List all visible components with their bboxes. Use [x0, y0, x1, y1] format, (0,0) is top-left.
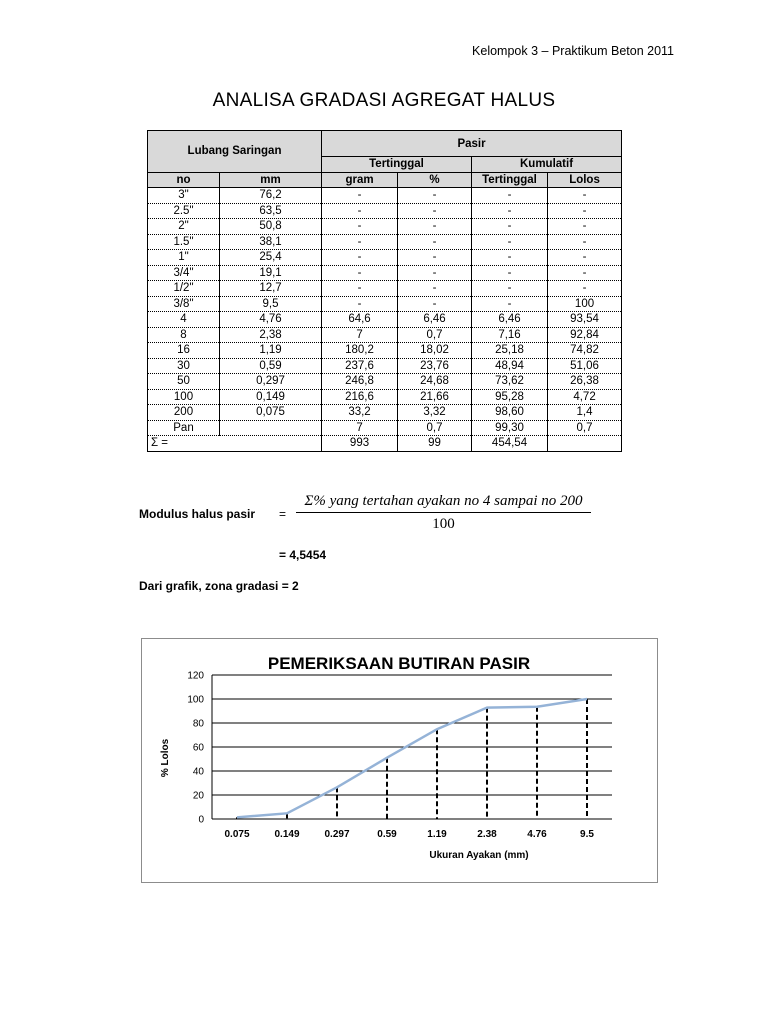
table-row: [148, 405, 622, 421]
table-cell: 93,54: [548, 312, 622, 328]
y-tick-label: 120: [187, 670, 204, 682]
table-cell: 3": [148, 188, 220, 204]
table-cell: -: [548, 203, 622, 219]
x-tick-label: 4.76: [527, 829, 547, 840]
table-cell: -: [548, 234, 622, 250]
table-cell: -: [548, 250, 622, 266]
table-cell: 6,46: [472, 312, 548, 328]
table-cell: 51,06: [548, 358, 622, 374]
col-no: no: [148, 172, 220, 188]
table-cell: -: [322, 281, 398, 297]
table-cell: -: [322, 188, 398, 204]
y-tick-label: 20: [192, 790, 204, 802]
gradation-table: [147, 130, 622, 452]
x-tick-label: 1.19: [427, 829, 447, 840]
table-cell: 216,6: [322, 389, 398, 405]
table-row: [148, 188, 622, 204]
table-cell: 98,60: [472, 405, 548, 421]
table-row: [148, 296, 622, 312]
formula-numerator: Σ% yang tertahan ayakan no 4 sampai no 200: [296, 493, 591, 513]
sum-cell: [548, 436, 622, 452]
table-cell: 12,7: [220, 281, 322, 297]
table-cell: -: [398, 265, 472, 281]
y-tick-label: 0: [198, 814, 204, 826]
table-cell: -: [322, 250, 398, 266]
col-gram: gram: [322, 172, 398, 188]
table-cell: 4: [148, 312, 220, 328]
table-cell: 3/4": [148, 265, 220, 281]
header-lubang-saringan: Lubang Saringan: [148, 131, 322, 173]
table-cell: 9,5: [220, 296, 322, 312]
table-cell: -: [548, 219, 622, 235]
table-cell: 180,2: [322, 343, 398, 359]
table-cell: 64,6: [322, 312, 398, 328]
table-cell: 200: [148, 405, 220, 421]
table-cell: -: [322, 265, 398, 281]
table-cell: -: [398, 250, 472, 266]
table-cell: 100: [148, 389, 220, 405]
table-cell: 8: [148, 327, 220, 343]
table-cell: 7,16: [472, 327, 548, 343]
table-cell: -: [398, 281, 472, 297]
chart-title: PEMERIKSAAN BUTIRAN PASIR: [267, 654, 531, 673]
table-cell: 3/8": [148, 296, 220, 312]
chart-container: [141, 638, 658, 883]
table-cell: -: [548, 265, 622, 281]
sum-cell: 993: [322, 436, 398, 452]
table-row: [148, 203, 622, 219]
table-cell: 63,5: [220, 203, 322, 219]
table-cell: 100: [548, 296, 622, 312]
table-cell: 0,7: [548, 420, 622, 436]
table-cell: -: [548, 188, 622, 204]
table-row: [148, 281, 622, 297]
table-cell: -: [472, 234, 548, 250]
table-cell: 48,94: [472, 358, 548, 374]
table-cell: 33,2: [322, 405, 398, 421]
table-cell: -: [472, 250, 548, 266]
table-cell: 7: [322, 420, 398, 436]
table-cell: -: [322, 234, 398, 250]
table-cell: 25,18: [472, 343, 548, 359]
col-mm: mm: [220, 172, 322, 188]
table-row: [148, 327, 622, 343]
col-percent: %: [398, 172, 472, 188]
table-cell: -: [322, 296, 398, 312]
formula-label: Modulus halus pasir: [139, 507, 256, 521]
table-row: [148, 234, 622, 250]
table-cell: 4,72: [548, 389, 622, 405]
table-cell: 76,2: [220, 188, 322, 204]
table-cell: 19,1: [220, 265, 322, 281]
formula-result: = 4,5454: [279, 548, 327, 562]
table-cell: 1": [148, 250, 220, 266]
x-tick-label: 0.297: [324, 829, 350, 840]
table-cell: 3,32: [398, 405, 472, 421]
table-cell: 6,46: [398, 312, 472, 328]
table-cell: 0,075: [220, 405, 322, 421]
table-cell: -: [322, 203, 398, 219]
table-cell: 50,8: [220, 219, 322, 235]
table-row: [148, 250, 622, 266]
header-note: Kelompok 3 – Praktikum Beton 2011: [472, 44, 674, 58]
table-cell: 2,38: [220, 327, 322, 343]
header-tertinggal: Tertinggal: [322, 157, 472, 173]
table-cell: 0,7: [398, 420, 472, 436]
table-row: [148, 420, 622, 436]
table-cell: 25,4: [220, 250, 322, 266]
table-cell: 73,62: [472, 374, 548, 390]
table-cell: 1/2": [148, 281, 220, 297]
table-cell: 2": [148, 219, 220, 235]
table-cell: 30: [148, 358, 220, 374]
table-cell: 1,4: [548, 405, 622, 421]
col-lolos: Lolos: [548, 172, 622, 188]
gradation-chart: [142, 639, 657, 882]
table-cell: -: [398, 219, 472, 235]
table-cell: 0,297: [220, 374, 322, 390]
chart-xlabel: Ukuran Ayakan (mm): [429, 850, 529, 861]
sum-cell: 454,54: [472, 436, 548, 452]
table-cell: 50: [148, 374, 220, 390]
table-row: [148, 389, 622, 405]
x-tick-label: 2.38: [477, 829, 497, 840]
table-cell: 16: [148, 343, 220, 359]
y-tick-label: 40: [192, 766, 204, 778]
table-row: [148, 343, 622, 359]
x-tick-label: 0.075: [224, 829, 250, 840]
formula-fraction: [296, 493, 591, 533]
table-row: [148, 265, 622, 281]
header-kumulatif: Kumulatif: [472, 157, 622, 173]
x-tick-label: 9.5: [580, 829, 594, 840]
table-cell: -: [398, 296, 472, 312]
table-cell: 26,38: [548, 374, 622, 390]
header-pasir: Pasir: [322, 131, 622, 157]
table-cell: 21,66: [398, 389, 472, 405]
table-cell: 237,6: [322, 358, 398, 374]
page-title: ANALISA GRADASI AGREGAT HALUS: [212, 90, 556, 111]
table-cell: 0,59: [220, 358, 322, 374]
table-cell: 1,19: [220, 343, 322, 359]
series-line: [237, 699, 587, 817]
sum-label: Σ =: [148, 436, 322, 452]
table-cell: 18,02: [398, 343, 472, 359]
table-cell: -: [472, 219, 548, 235]
table-cell: 23,76: [398, 358, 472, 374]
sum-row: [148, 436, 622, 452]
table-row: [148, 358, 622, 374]
table-cell: -: [548, 281, 622, 297]
x-tick-label: 0.59: [377, 829, 397, 840]
table-cell: -: [472, 281, 548, 297]
table-row: [148, 374, 622, 390]
table-cell: -: [472, 265, 548, 281]
table-cell: 246,8: [322, 374, 398, 390]
formula-equals: =: [279, 507, 287, 521]
table-cell: 4,76: [220, 312, 322, 328]
y-tick-label: 80: [192, 718, 204, 730]
table-cell: -: [398, 188, 472, 204]
table-row: [148, 219, 622, 235]
table-cell: 2.5": [148, 203, 220, 219]
table-cell: 38,1: [220, 234, 322, 250]
table-cell: 0,149: [220, 389, 322, 405]
x-tick-label: 0.149: [274, 829, 300, 840]
table-cell: 24,68: [398, 374, 472, 390]
table-cell: 92,84: [548, 327, 622, 343]
table-cell: 1.5": [148, 234, 220, 250]
table-cell: -: [322, 219, 398, 235]
zona-gradasi-text: Dari grafik, zona gradasi = 2: [139, 579, 299, 593]
table-cell: 74,82: [548, 343, 622, 359]
table-cell: 95,28: [472, 389, 548, 405]
table-cell: -: [398, 234, 472, 250]
chart-ylabel: % Lolos: [160, 738, 171, 778]
col-kum-tertinggal: Tertinggal: [472, 172, 548, 188]
sum-cell: 99: [398, 436, 472, 452]
table-cell: [220, 420, 322, 436]
y-tick-label: 60: [192, 742, 204, 754]
table-cell: -: [472, 188, 548, 204]
table-cell: 0,7: [398, 327, 472, 343]
table-cell: 7: [322, 327, 398, 343]
table-cell: -: [398, 203, 472, 219]
formula-denominator: 100: [432, 516, 455, 532]
table-cell: -: [472, 296, 548, 312]
y-tick-label: 100: [187, 694, 204, 706]
table-cell: Pan: [148, 420, 220, 436]
table-cell: -: [472, 203, 548, 219]
table-cell: 99,30: [472, 420, 548, 436]
table-row: [148, 312, 622, 328]
